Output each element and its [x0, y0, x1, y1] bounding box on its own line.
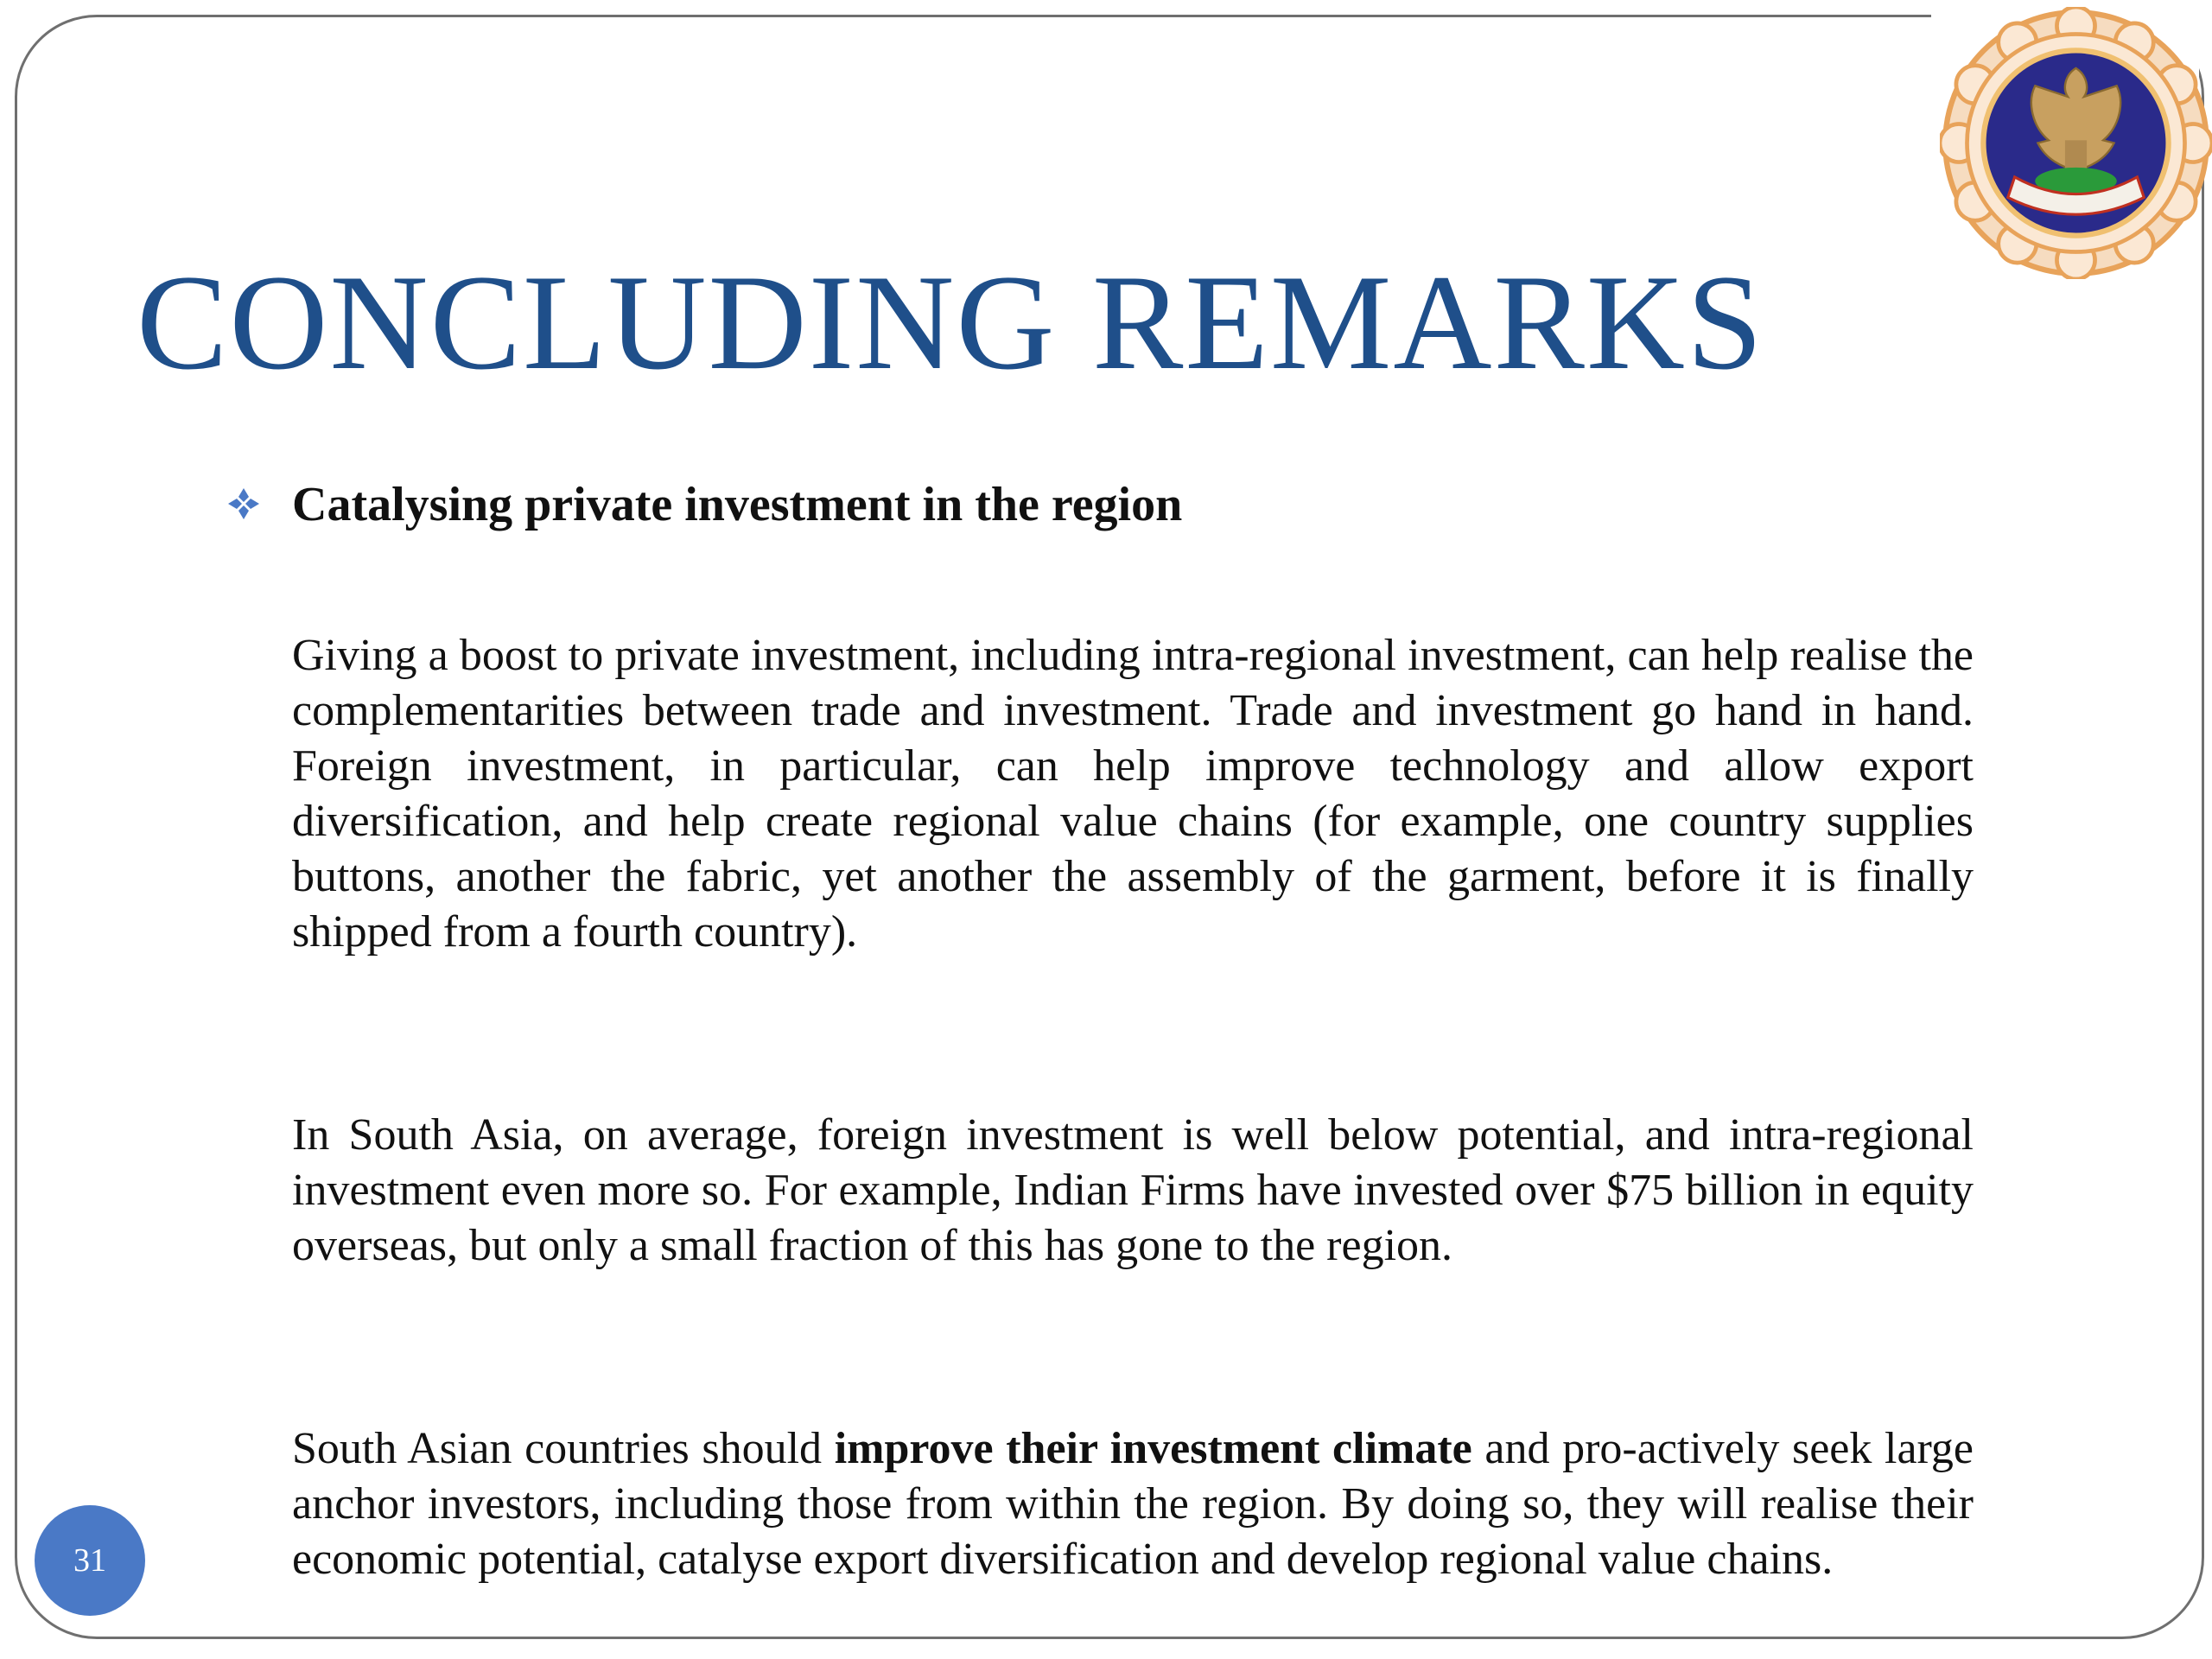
closing-text-before: South Asian countries should — [292, 1424, 835, 1473]
closing-text-after: and pro-actively seek large anchor investors, including those from within the region. By doing so, they will realise their economic potential, catalyse export diversification and develop regional value chains. — [292, 1424, 1974, 1584]
slide-title: CONCLUDING REMARKS — [137, 247, 1764, 398]
page-number-badge: 31 — [35, 1505, 145, 1616]
paragraph-private-investment: Giving a boost to private investment, including intra-regional investment, can help realise the complementarities between trade and investment. Trade and investment go hand in hand. Foreign investment, in particular, can help improve technology and allow export diversification, and help create regional value chains (for example, one country supplies buttons, another the fabric, yet another the assembly of the garment, before it is finally shipped from a fourth country). — [292, 631, 1974, 957]
closing-emphasis: improve their investment climate — [834, 1424, 1472, 1473]
institute-emblem-logo — [1940, 7, 2212, 279]
bullet-heading: Catalysing private investment in the region — [292, 478, 1183, 531]
diamond-bullet-icon — [226, 486, 261, 521]
paragraph-south-asia: In South Asia, on average, foreign investment is well below potential, and intra-regional investment even more so. For example, Indian Firms have invested over $75 billion in equity overseas, but only a small fraction of this has gone to the region. — [292, 1110, 1974, 1270]
paragraph-closing — [292, 1421, 1974, 1587]
